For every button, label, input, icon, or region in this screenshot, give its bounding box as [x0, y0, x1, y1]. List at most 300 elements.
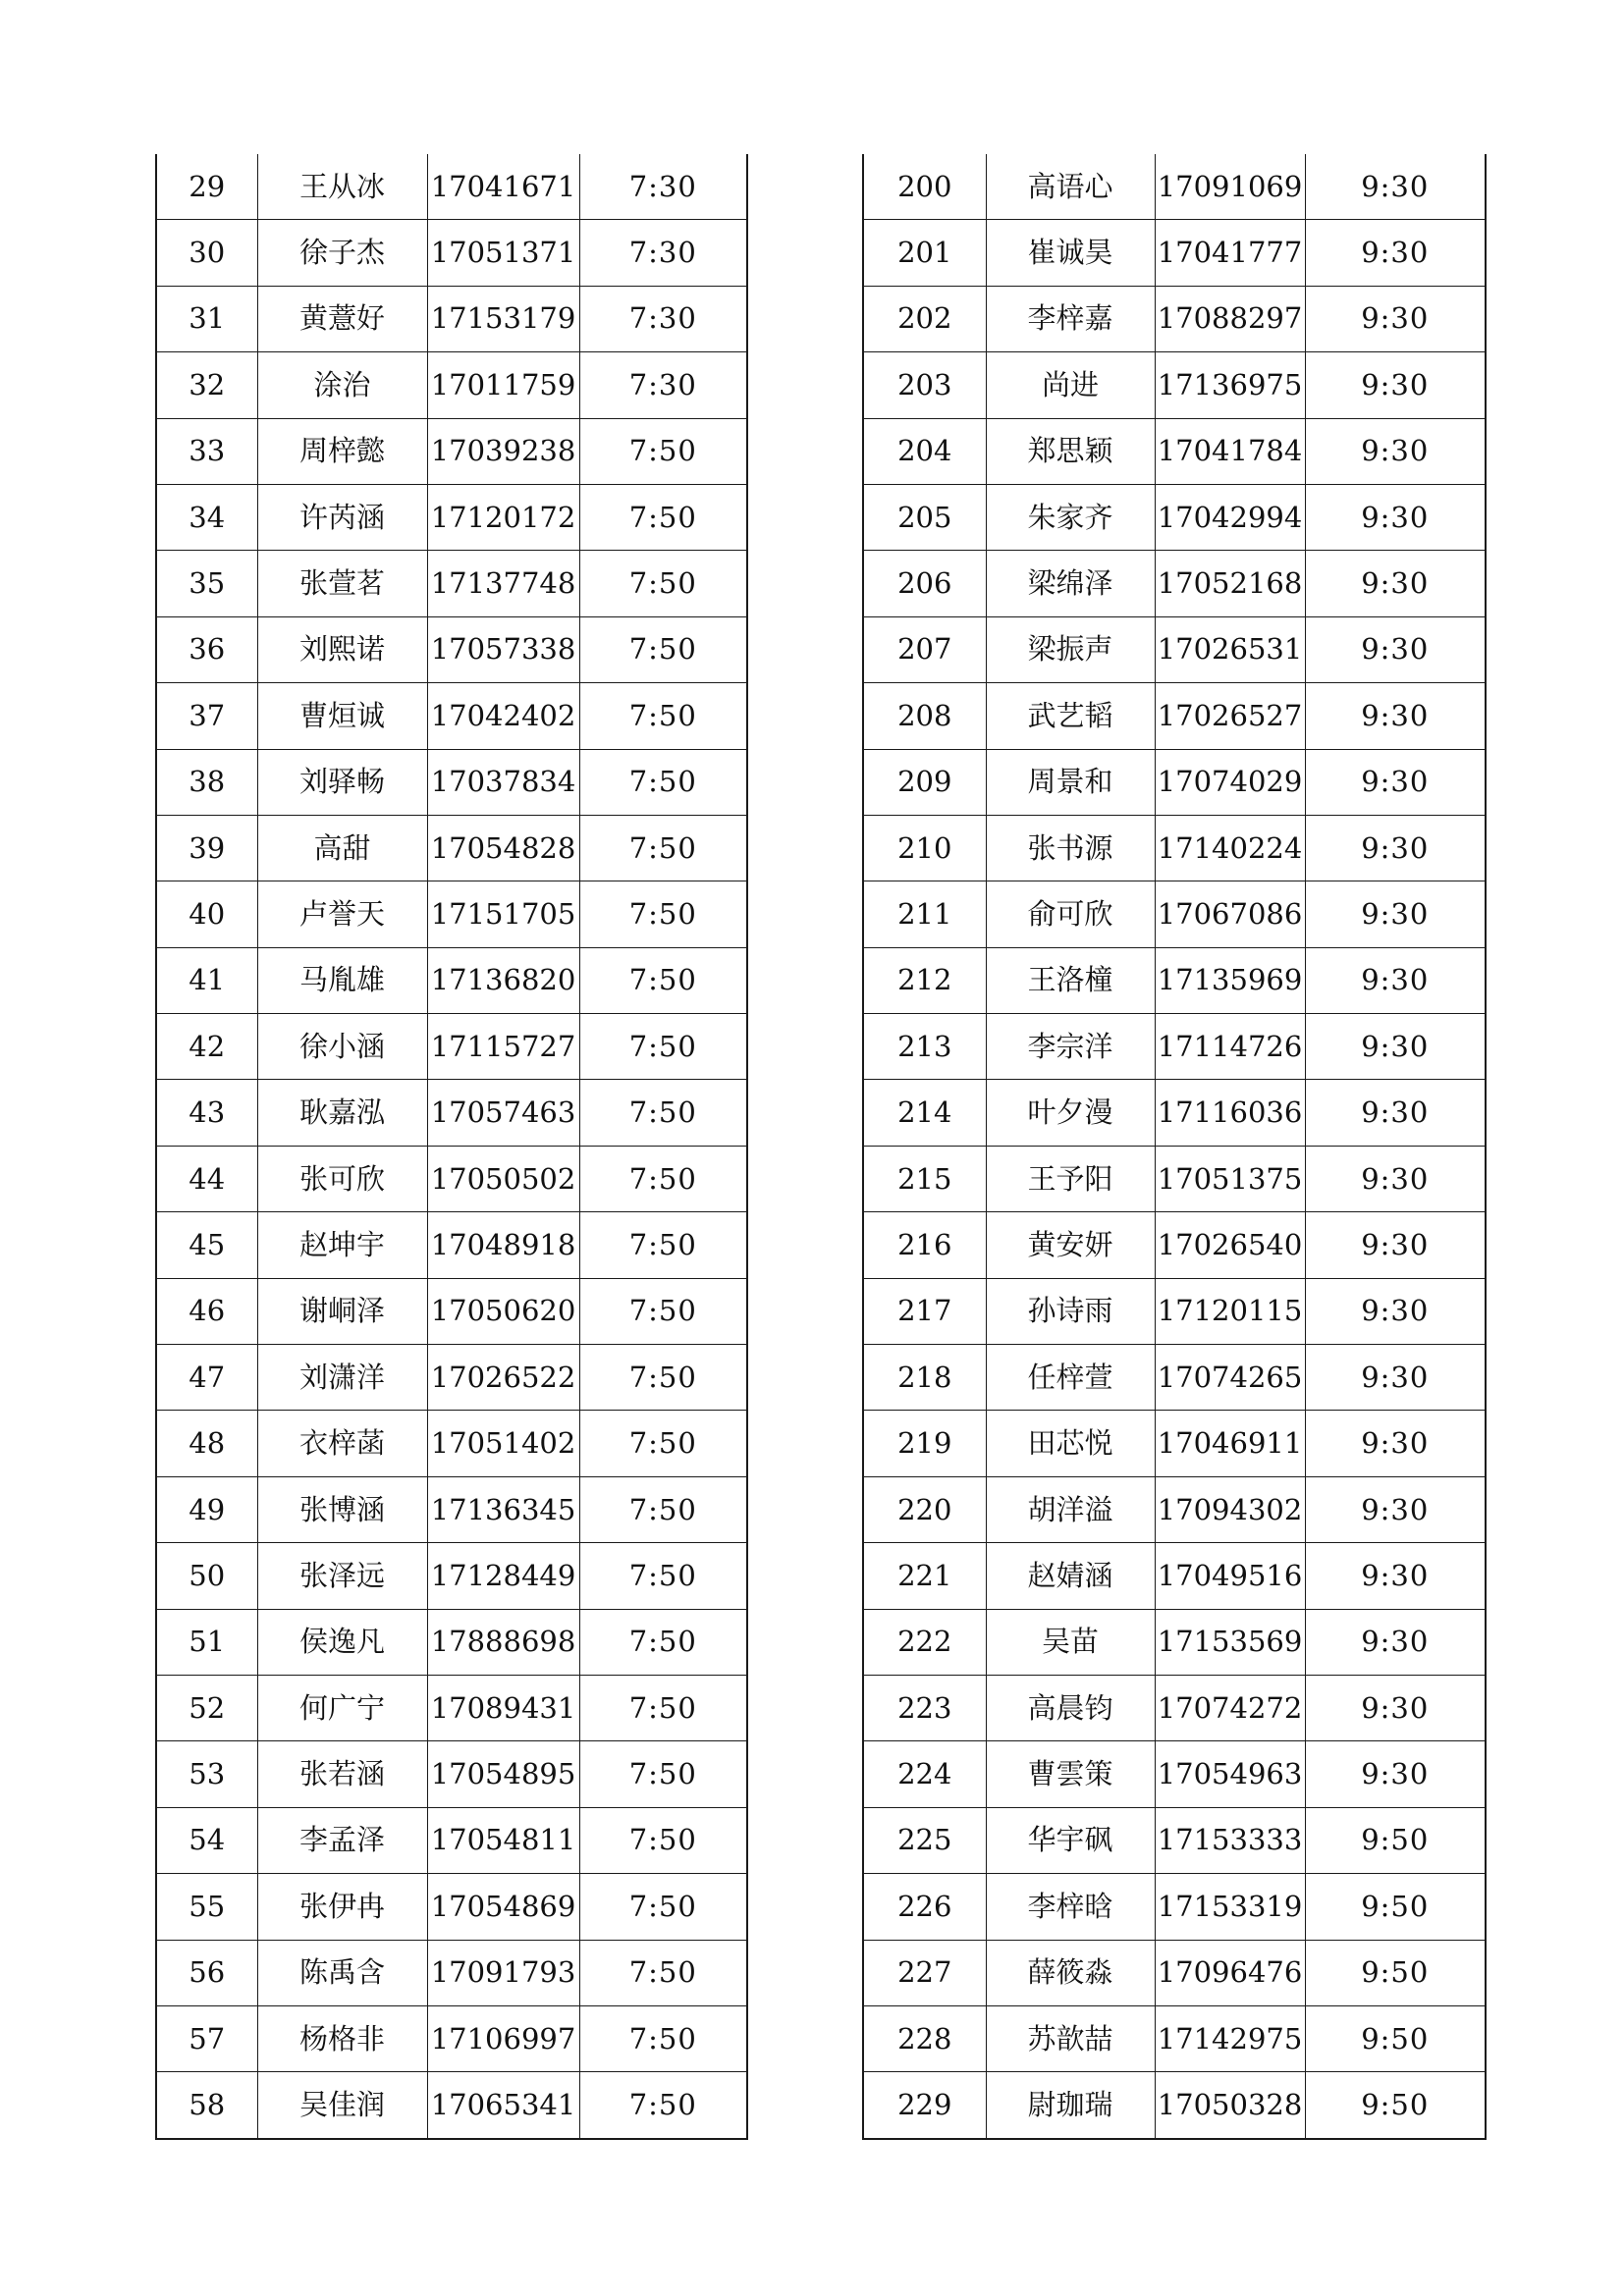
student-name-cell: 苏歆喆	[986, 2005, 1155, 2071]
row-number-cell: 227	[863, 1940, 986, 2005]
row-number-cell: 58	[156, 2072, 257, 2139]
student-id-cell: 17037834	[427, 749, 579, 815]
row-number-cell: 45	[156, 1212, 257, 1278]
student-name-cell: 任梓萱	[986, 1345, 1155, 1411]
student-name-cell: 曹烜诚	[257, 683, 427, 749]
student-name-cell: 吴苗	[986, 1609, 1155, 1675]
student-id-cell: 17089431	[427, 1675, 579, 1740]
student-id-cell: 17046911	[1155, 1411, 1305, 1476]
student-id-cell: 17026522	[427, 1345, 579, 1411]
student-id-cell: 17151705	[427, 881, 579, 947]
exam-time-cell: 7:50	[579, 1741, 747, 1807]
exam-time-cell: 7:50	[579, 1278, 747, 1344]
student-id-cell: 17153569	[1155, 1609, 1305, 1675]
exam-time-cell: 7:50	[579, 815, 747, 881]
table-row	[863, 1543, 1486, 1609]
student-name-cell: 张博涵	[257, 1476, 427, 1542]
student-id-cell: 17067086	[1155, 881, 1305, 947]
table-row	[863, 1345, 1486, 1411]
exam-time-cell: 9:30	[1305, 815, 1486, 881]
table-row	[863, 1609, 1486, 1675]
student-name-cell: 周景和	[986, 749, 1155, 815]
table-row	[156, 1675, 747, 1740]
row-number-cell: 42	[156, 1014, 257, 1080]
student-name-cell: 朱家齐	[986, 484, 1155, 550]
table-row	[863, 286, 1486, 351]
student-name-cell: 尚进	[986, 352, 1155, 418]
row-number-cell: 218	[863, 1345, 986, 1411]
student-id-cell: 17091793	[427, 1940, 579, 2005]
table-row	[156, 352, 747, 418]
student-id-cell: 17136975	[1155, 352, 1305, 418]
table-row	[863, 1278, 1486, 1344]
table-row	[156, 1543, 747, 1609]
table-row	[156, 418, 747, 484]
row-number-cell: 37	[156, 683, 257, 749]
exam-time-cell: 7:30	[579, 352, 747, 418]
row-number-cell: 213	[863, 1014, 986, 1080]
table-row	[156, 683, 747, 749]
row-number-cell: 51	[156, 1609, 257, 1675]
exam-time-cell: 9:30	[1305, 1080, 1486, 1146]
table-row	[863, 947, 1486, 1013]
student-id-cell: 17140224	[1155, 815, 1305, 881]
student-id-cell: 17050620	[427, 1278, 579, 1344]
student-id-cell: 17120115	[1155, 1278, 1305, 1344]
table-row	[863, 352, 1486, 418]
exam-time-cell: 7:50	[579, 1675, 747, 1740]
table-row	[156, 551, 747, 616]
exam-time-cell: 7:50	[579, 2072, 747, 2139]
exam-time-cell: 7:50	[579, 1146, 747, 1211]
exam-time-cell: 7:30	[579, 154, 747, 220]
row-number-cell: 225	[863, 1807, 986, 1873]
table-row	[156, 1807, 747, 1873]
table-row	[863, 1675, 1486, 1740]
table-row	[156, 947, 747, 1013]
row-number-cell: 39	[156, 815, 257, 881]
student-id-cell: 17054963	[1155, 1741, 1305, 1807]
table-row	[863, 1146, 1486, 1211]
row-number-cell: 49	[156, 1476, 257, 1542]
student-id-cell: 17052168	[1155, 551, 1305, 616]
student-name-cell: 李梓晗	[986, 1874, 1155, 1940]
table-row	[156, 1411, 747, 1476]
row-number-cell: 41	[156, 947, 257, 1013]
student-name-cell: 卢誉天	[257, 881, 427, 947]
student-id-cell: 17091069	[1155, 154, 1305, 220]
row-number-cell: 202	[863, 286, 986, 351]
exam-time-cell: 9:50	[1305, 1940, 1486, 2005]
exam-time-cell: 7:30	[579, 286, 747, 351]
student-name-cell: 刘潇洋	[257, 1345, 427, 1411]
student-id-cell: 17050502	[427, 1146, 579, 1211]
row-number-cell: 214	[863, 1080, 986, 1146]
exam-time-cell: 9:30	[1305, 418, 1486, 484]
row-number-cell: 34	[156, 484, 257, 550]
exam-time-cell: 7:50	[579, 947, 747, 1013]
student-id-cell: 17106997	[427, 2005, 579, 2071]
exam-time-cell: 9:30	[1305, 352, 1486, 418]
table-row	[156, 1476, 747, 1542]
student-name-cell: 刘驿畅	[257, 749, 427, 815]
student-id-cell: 17888698	[427, 1609, 579, 1675]
right-schedule-table	[862, 154, 1487, 2140]
row-number-cell: 208	[863, 683, 986, 749]
row-number-cell: 40	[156, 881, 257, 947]
table-row	[863, 616, 1486, 682]
exam-time-cell: 7:50	[579, 1345, 747, 1411]
row-number-cell: 209	[863, 749, 986, 815]
student-id-cell: 17041777	[1155, 220, 1305, 286]
student-name-cell: 衣梓菡	[257, 1411, 427, 1476]
student-id-cell: 17096476	[1155, 1940, 1305, 2005]
table-row	[156, 1014, 747, 1080]
exam-time-cell: 7:50	[579, 683, 747, 749]
row-number-cell: 217	[863, 1278, 986, 1344]
exam-time-cell: 7:50	[579, 749, 747, 815]
student-name-cell: 王洛橦	[986, 947, 1155, 1013]
student-name-cell: 张萱茗	[257, 551, 427, 616]
student-name-cell: 谢峒泽	[257, 1278, 427, 1344]
exam-time-cell: 9:30	[1305, 1675, 1486, 1740]
row-number-cell: 50	[156, 1543, 257, 1609]
row-number-cell: 200	[863, 154, 986, 220]
student-name-cell: 周梓懿	[257, 418, 427, 484]
student-id-cell: 17054895	[427, 1741, 579, 1807]
student-name-cell: 田芯悦	[986, 1411, 1155, 1476]
row-number-cell: 212	[863, 947, 986, 1013]
table-row	[863, 1807, 1486, 1873]
student-name-cell: 梁振声	[986, 616, 1155, 682]
table-row	[863, 683, 1486, 749]
student-name-cell: 俞可欣	[986, 881, 1155, 947]
student-id-cell: 17048918	[427, 1212, 579, 1278]
student-id-cell: 17135969	[1155, 947, 1305, 1013]
student-id-cell: 17153333	[1155, 1807, 1305, 1873]
row-number-cell: 205	[863, 484, 986, 550]
row-number-cell: 38	[156, 749, 257, 815]
table-row	[863, 815, 1486, 881]
table-row	[156, 1874, 747, 1940]
student-name-cell: 薛筱淼	[986, 1940, 1155, 2005]
row-number-cell: 203	[863, 352, 986, 418]
student-id-cell: 17039238	[427, 418, 579, 484]
row-number-cell: 56	[156, 1940, 257, 2005]
table-row	[863, 1874, 1486, 1940]
student-name-cell: 张可欣	[257, 1146, 427, 1211]
student-name-cell: 张伊冉	[257, 1874, 427, 1940]
row-number-cell: 206	[863, 551, 986, 616]
table-row	[156, 1278, 747, 1344]
exam-time-cell: 7:50	[579, 1411, 747, 1476]
exam-time-cell: 7:50	[579, 1476, 747, 1542]
student-name-cell: 杨格非	[257, 2005, 427, 2071]
student-name-cell: 赵坤宇	[257, 1212, 427, 1278]
student-name-cell: 高晨钧	[986, 1675, 1155, 1740]
student-id-cell: 17042402	[427, 683, 579, 749]
student-id-cell: 17136345	[427, 1476, 579, 1542]
student-id-cell: 17050328	[1155, 2072, 1305, 2139]
table-row	[156, 1146, 747, 1211]
exam-time-cell: 9:50	[1305, 1874, 1486, 1940]
student-name-cell: 耿嘉泓	[257, 1080, 427, 1146]
table-row	[863, 1411, 1486, 1476]
row-number-cell: 32	[156, 352, 257, 418]
exam-time-cell: 9:30	[1305, 1278, 1486, 1344]
table-row	[863, 220, 1486, 286]
student-id-cell: 17026540	[1155, 1212, 1305, 1278]
exam-time-cell: 7:50	[579, 616, 747, 682]
left-table-body	[156, 154, 747, 2139]
table-row	[156, 220, 747, 286]
student-id-cell: 17114726	[1155, 1014, 1305, 1080]
row-number-cell: 35	[156, 551, 257, 616]
student-name-cell: 黄安妍	[986, 1212, 1155, 1278]
exam-time-cell: 7:50	[579, 1080, 747, 1146]
table-row	[863, 1741, 1486, 1807]
student-id-cell: 17094302	[1155, 1476, 1305, 1542]
student-name-cell: 郑思颖	[986, 418, 1155, 484]
row-number-cell: 48	[156, 1411, 257, 1476]
exam-time-cell: 7:50	[579, 484, 747, 550]
table-row	[863, 418, 1486, 484]
student-name-cell: 马胤雄	[257, 947, 427, 1013]
table-row	[863, 2072, 1486, 2139]
exam-time-cell: 7:50	[579, 418, 747, 484]
student-name-cell: 华宇砜	[986, 1807, 1155, 1873]
student-name-cell: 何广宁	[257, 1675, 427, 1740]
student-id-cell: 17057463	[427, 1080, 579, 1146]
table-row	[156, 881, 747, 947]
student-name-cell: 陈禹含	[257, 1940, 427, 2005]
student-name-cell: 孙诗雨	[986, 1278, 1155, 1344]
row-number-cell: 55	[156, 1874, 257, 1940]
exam-time-cell: 9:30	[1305, 1146, 1486, 1211]
table-row	[863, 2005, 1486, 2071]
exam-time-cell: 9:30	[1305, 1212, 1486, 1278]
row-number-cell: 201	[863, 220, 986, 286]
student-id-cell: 17074029	[1155, 749, 1305, 815]
student-id-cell: 17128449	[427, 1543, 579, 1609]
student-name-cell: 许芮涵	[257, 484, 427, 550]
row-number-cell: 29	[156, 154, 257, 220]
student-name-cell: 张泽远	[257, 1543, 427, 1609]
exam-time-cell: 9:30	[1305, 220, 1486, 286]
row-number-cell: 215	[863, 1146, 986, 1211]
exam-time-cell: 7:50	[579, 1807, 747, 1873]
exam-time-cell: 7:50	[579, 1014, 747, 1080]
student-id-cell: 17041784	[1155, 418, 1305, 484]
student-id-cell: 17065341	[427, 2072, 579, 2139]
student-id-cell: 17088297	[1155, 286, 1305, 351]
table-row	[863, 881, 1486, 947]
table-row	[863, 484, 1486, 550]
student-id-cell: 17049516	[1155, 1543, 1305, 1609]
exam-time-cell: 7:50	[579, 1609, 747, 1675]
student-id-cell: 17136820	[427, 947, 579, 1013]
table-row	[156, 484, 747, 550]
exam-time-cell: 9:30	[1305, 154, 1486, 220]
row-number-cell: 31	[156, 286, 257, 351]
exam-time-cell: 9:30	[1305, 1411, 1486, 1476]
table-row	[863, 1212, 1486, 1278]
student-name-cell: 张书源	[986, 815, 1155, 881]
student-name-cell: 刘熙诺	[257, 616, 427, 682]
table-row	[863, 1080, 1486, 1146]
student-id-cell: 17074272	[1155, 1675, 1305, 1740]
student-name-cell: 胡洋溢	[986, 1476, 1155, 1542]
row-number-cell: 226	[863, 1874, 986, 1940]
row-number-cell: 57	[156, 2005, 257, 2071]
row-number-cell: 228	[863, 2005, 986, 2071]
table-row	[863, 1014, 1486, 1080]
student-name-cell: 武艺韬	[986, 683, 1155, 749]
student-id-cell: 17042994	[1155, 484, 1305, 550]
row-number-cell: 43	[156, 1080, 257, 1146]
student-id-cell: 17153319	[1155, 1874, 1305, 1940]
table-row	[863, 1476, 1486, 1542]
exam-time-cell: 9:30	[1305, 1609, 1486, 1675]
student-name-cell: 李孟泽	[257, 1807, 427, 1873]
row-number-cell: 210	[863, 815, 986, 881]
student-id-cell: 17041671	[427, 154, 579, 220]
table-row	[156, 286, 747, 351]
student-name-cell: 徐小涵	[257, 1014, 427, 1080]
student-id-cell: 17120172	[427, 484, 579, 550]
exam-time-cell: 9:30	[1305, 1345, 1486, 1411]
row-number-cell: 223	[863, 1675, 986, 1740]
exam-time-cell: 9:30	[1305, 881, 1486, 947]
student-name-cell: 黄薏好	[257, 286, 427, 351]
table-row	[156, 815, 747, 881]
student-name-cell: 高甜	[257, 815, 427, 881]
student-id-cell: 17051371	[427, 220, 579, 286]
student-id-cell: 17026527	[1155, 683, 1305, 749]
table-row	[863, 749, 1486, 815]
table-row	[156, 749, 747, 815]
exam-time-cell: 9:30	[1305, 683, 1486, 749]
student-id-cell: 17054811	[427, 1807, 579, 1873]
row-number-cell: 220	[863, 1476, 986, 1542]
student-id-cell: 17051402	[427, 1411, 579, 1476]
exam-time-cell: 7:50	[579, 2005, 747, 2071]
left-schedule-table	[155, 154, 748, 2140]
row-number-cell: 52	[156, 1675, 257, 1740]
table-row	[863, 154, 1486, 220]
student-name-cell: 吴佳润	[257, 2072, 427, 2139]
exam-time-cell: 9:30	[1305, 1741, 1486, 1807]
student-id-cell: 17115727	[427, 1014, 579, 1080]
table-row	[863, 1940, 1486, 2005]
table-row	[156, 1212, 747, 1278]
student-name-cell: 张若涵	[257, 1741, 427, 1807]
exam-time-cell: 9:30	[1305, 551, 1486, 616]
exam-time-cell: 9:50	[1305, 2072, 1486, 2139]
exam-time-cell: 9:30	[1305, 947, 1486, 1013]
exam-time-cell: 7:50	[579, 1874, 747, 1940]
row-number-cell: 30	[156, 220, 257, 286]
student-name-cell: 崔诚昊	[986, 220, 1155, 286]
exam-time-cell: 9:30	[1305, 749, 1486, 815]
student-name-cell: 尉珈瑞	[986, 2072, 1155, 2139]
row-number-cell: 219	[863, 1411, 986, 1476]
row-number-cell: 229	[863, 2072, 986, 2139]
table-row	[156, 1741, 747, 1807]
row-number-cell: 207	[863, 616, 986, 682]
exam-time-cell: 9:30	[1305, 286, 1486, 351]
student-id-cell: 17051375	[1155, 1146, 1305, 1211]
right-table-body	[863, 154, 1486, 2139]
row-number-cell: 36	[156, 616, 257, 682]
row-number-cell: 44	[156, 1146, 257, 1211]
student-name-cell: 赵婧涵	[986, 1543, 1155, 1609]
row-number-cell: 211	[863, 881, 986, 947]
row-number-cell: 47	[156, 1345, 257, 1411]
exam-time-cell: 7:50	[579, 551, 747, 616]
student-id-cell: 17074265	[1155, 1345, 1305, 1411]
student-name-cell: 叶夕漫	[986, 1080, 1155, 1146]
student-name-cell: 曹雲策	[986, 1741, 1155, 1807]
row-number-cell: 33	[156, 418, 257, 484]
student-name-cell: 涂治	[257, 352, 427, 418]
exam-time-cell: 9:30	[1305, 616, 1486, 682]
student-id-cell: 17026531	[1155, 616, 1305, 682]
exam-time-cell: 7:50	[579, 1940, 747, 2005]
exam-time-cell: 9:30	[1305, 1014, 1486, 1080]
row-number-cell: 222	[863, 1609, 986, 1675]
exam-time-cell: 7:50	[579, 1212, 747, 1278]
exam-time-cell: 9:50	[1305, 2005, 1486, 2071]
student-name-cell: 梁绵泽	[986, 551, 1155, 616]
row-number-cell: 224	[863, 1741, 986, 1807]
student-id-cell: 17054869	[427, 1874, 579, 1940]
table-row	[156, 616, 747, 682]
row-number-cell: 46	[156, 1278, 257, 1344]
student-name-cell: 李梓嘉	[986, 286, 1155, 351]
row-number-cell: 54	[156, 1807, 257, 1873]
exam-time-cell: 9:30	[1305, 1543, 1486, 1609]
table-row	[156, 154, 747, 220]
student-name-cell: 侯逸凡	[257, 1609, 427, 1675]
row-number-cell: 216	[863, 1212, 986, 1278]
row-number-cell: 53	[156, 1741, 257, 1807]
student-id-cell: 17057338	[427, 616, 579, 682]
table-row	[156, 2005, 747, 2071]
student-id-cell: 17153179	[427, 286, 579, 351]
row-number-cell: 221	[863, 1543, 986, 1609]
student-id-cell: 17142975	[1155, 2005, 1305, 2071]
student-name-cell: 徐子杰	[257, 220, 427, 286]
table-row	[156, 1940, 747, 2005]
table-row	[156, 1080, 747, 1146]
table-row	[156, 1345, 747, 1411]
exam-time-cell: 7:30	[579, 220, 747, 286]
student-id-cell: 17137748	[427, 551, 579, 616]
exam-time-cell: 7:50	[579, 881, 747, 947]
student-name-cell: 王予阳	[986, 1146, 1155, 1211]
table-row	[863, 551, 1486, 616]
student-id-cell: 17116036	[1155, 1080, 1305, 1146]
row-number-cell: 204	[863, 418, 986, 484]
student-id-cell: 17054828	[427, 815, 579, 881]
exam-time-cell: 9:30	[1305, 484, 1486, 550]
student-name-cell: 李宗洋	[986, 1014, 1155, 1080]
table-row	[156, 1609, 747, 1675]
exam-time-cell: 9:30	[1305, 1476, 1486, 1542]
student-name-cell: 王从冰	[257, 154, 427, 220]
table-row	[156, 2072, 747, 2139]
